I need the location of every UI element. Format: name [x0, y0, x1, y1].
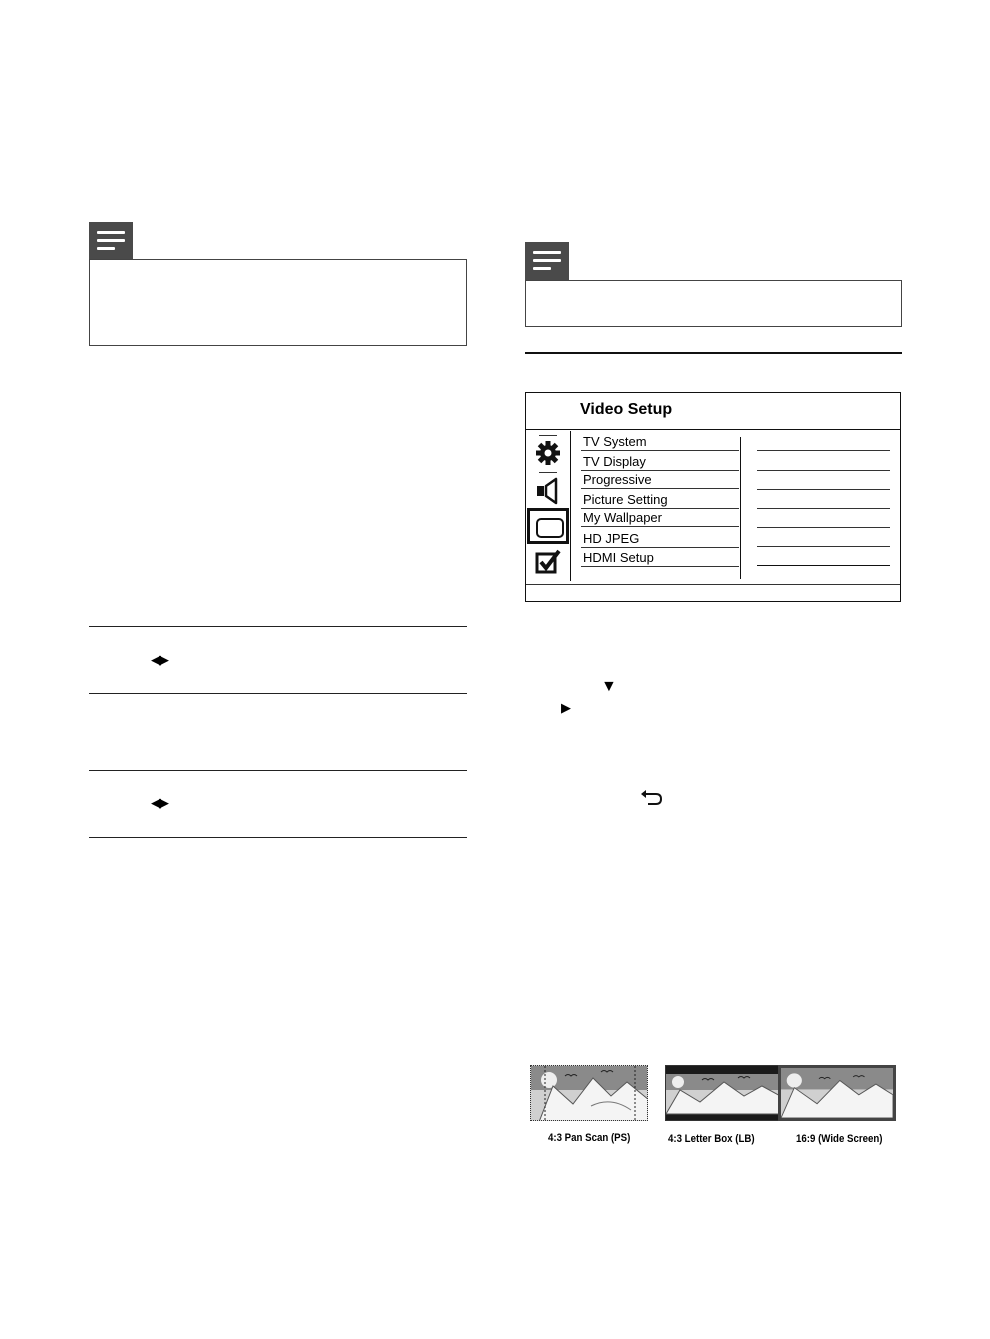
- wide-screen-image: [778, 1065, 896, 1121]
- left-right-arrows-icon: ◀▶: [151, 795, 167, 810]
- table-rule: [89, 837, 467, 838]
- menu-icon-column: [526, 431, 571, 581]
- speaker-icon[interactable]: [534, 477, 562, 505]
- menu-item-tv-display[interactable]: TV Display: [581, 453, 739, 471]
- left-right-arrows-icon: ◀▶: [151, 652, 167, 667]
- gear-icon[interactable]: [534, 439, 562, 467]
- option-line: [757, 470, 890, 471]
- letter-box-image: [665, 1065, 783, 1121]
- back-icon: [640, 788, 664, 806]
- note-icon: [89, 222, 133, 260]
- table-rule: [89, 626, 467, 627]
- menu-item-hdmi-setup[interactable]: HDMI Setup: [581, 549, 739, 567]
- menu-title: Video Setup: [580, 401, 673, 418]
- down-arrow-icon: ▼: [601, 678, 617, 695]
- thumbnail-caption: 16:9 (Wide Screen): [796, 1133, 883, 1145]
- option-line: [757, 508, 890, 509]
- menu-item-my-wallpaper[interactable]: My Wallpaper: [581, 509, 739, 527]
- option-line: [757, 527, 890, 528]
- table-rule: [89, 693, 467, 694]
- option-line: [757, 565, 890, 566]
- section-divider: [525, 352, 902, 354]
- menu-item-progressive[interactable]: Progressive: [581, 471, 739, 489]
- menu-item-hd-jpeg[interactable]: HD JPEG: [581, 530, 739, 548]
- menu-item-tv-system[interactable]: TV System: [581, 433, 739, 451]
- note-box-left: [89, 259, 467, 346]
- option-line: [757, 489, 890, 490]
- option-line: [757, 450, 890, 451]
- video-setup-menu: [525, 392, 901, 602]
- menu-footer: [526, 584, 900, 585]
- option-line: [757, 546, 890, 547]
- pan-scan-image: [530, 1065, 648, 1121]
- note-box-right: [525, 280, 902, 327]
- display-icon[interactable]: [527, 508, 569, 544]
- checkbox-icon[interactable]: [534, 548, 562, 576]
- table-rule: [89, 770, 467, 771]
- menu-separator: [526, 429, 900, 430]
- note-icon: [525, 242, 569, 280]
- menu-item-picture-setting[interactable]: Picture Setting: [581, 491, 739, 509]
- menu-column-divider: [740, 437, 741, 579]
- thumbnail-caption: 4:3 Letter Box (LB): [668, 1133, 755, 1145]
- right-arrow-icon: ▶: [561, 700, 571, 715]
- thumbnail-caption: 4:3 Pan Scan (PS): [548, 1132, 631, 1144]
